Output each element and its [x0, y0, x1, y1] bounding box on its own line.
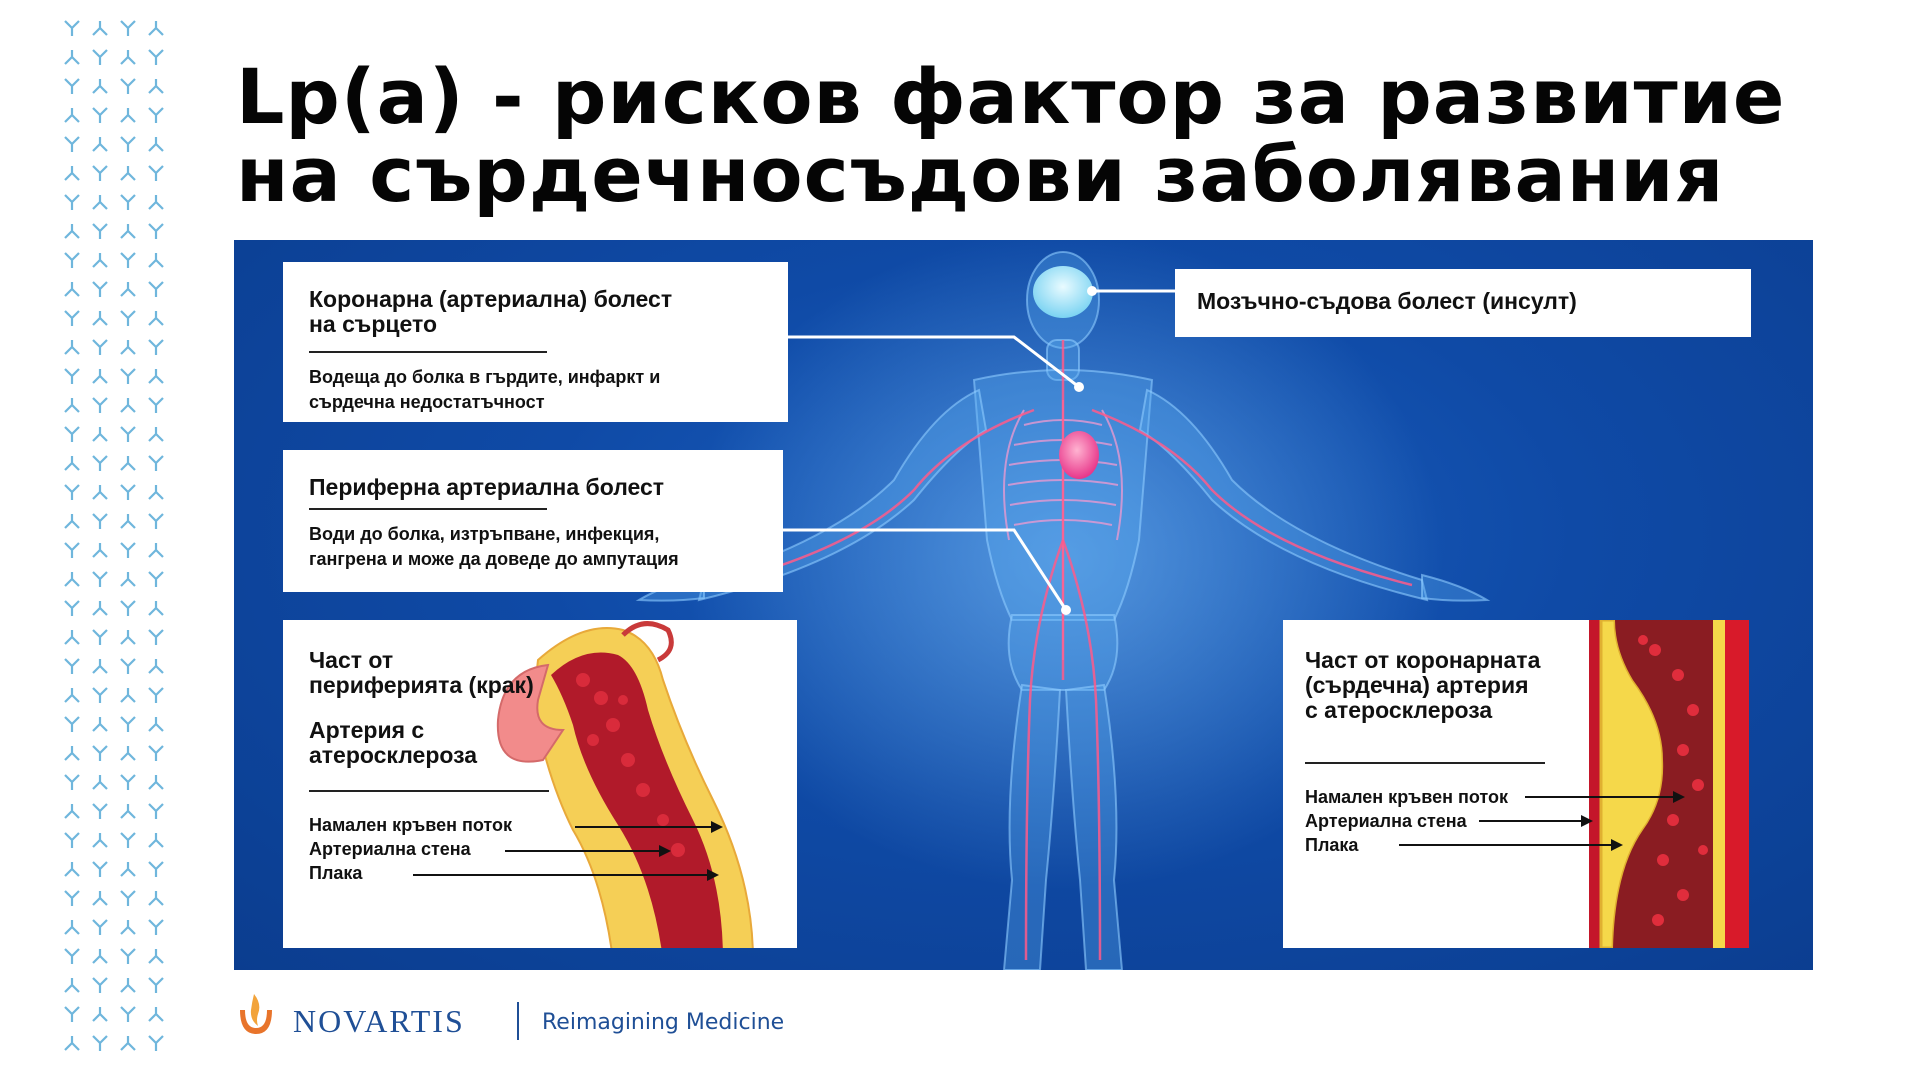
pattern-glyph — [121, 340, 135, 354]
pattern-glyph — [121, 485, 135, 500]
pattern-glyph — [149, 224, 163, 239]
pattern-glyph — [149, 775, 163, 789]
pattern-glyph — [149, 630, 163, 645]
coronary-heading — [309, 287, 762, 337]
pattern-glyph — [93, 456, 107, 471]
page-title — [236, 52, 1876, 219]
pattern-glyph — [121, 891, 135, 906]
leg-title-line-2: периферията (крак) — [309, 672, 534, 698]
pattern-glyph — [149, 746, 163, 761]
pattern-glyph — [65, 1007, 79, 1022]
pattern-glyph — [149, 340, 163, 355]
pattern-glyph — [93, 79, 107, 93]
pattern-glyph — [65, 978, 79, 992]
pattern-glyph — [93, 282, 107, 297]
pattern-glyph — [93, 166, 107, 181]
decorative-pattern — [0, 0, 190, 1080]
pattern-glyph — [93, 485, 107, 499]
pattern-glyph — [65, 485, 79, 500]
pattern-glyph — [65, 833, 79, 848]
pattern-glyph — [149, 1036, 163, 1051]
pattern-glyph — [121, 978, 135, 992]
coronary-artery-inset — [1283, 620, 1749, 948]
pattern-glyph — [121, 195, 135, 210]
pattern-glyph — [93, 543, 107, 557]
pattern-glyph — [121, 833, 135, 848]
coronary-desc-line-2: сърдечна недостатъчност — [309, 392, 545, 412]
pattern-glyph — [93, 340, 107, 355]
pattern-glyph — [149, 369, 163, 383]
coronary-desc-line-1: Водеща до болка в гърдите, инфаркт и — [309, 367, 661, 387]
coronary-arrows — [1283, 620, 1749, 948]
pattern-glyph — [65, 398, 79, 412]
pattern-glyph — [65, 195, 79, 210]
pattern-glyph — [121, 311, 135, 326]
pattern-glyph — [65, 659, 79, 674]
coronary-label-blood-flow: Намален кръвен поток — [1305, 787, 1509, 807]
pattern-glyph — [121, 862, 135, 876]
pattern-glyph — [93, 311, 107, 325]
pattern-glyph — [149, 485, 163, 499]
pattern-glyph — [149, 282, 163, 297]
pattern-glyph — [93, 1007, 107, 1021]
pattern-glyph — [149, 659, 163, 673]
pattern-glyph — [65, 79, 79, 94]
coronary-heading-line-2: на сърцето — [309, 311, 438, 337]
pattern-glyph — [93, 369, 107, 383]
stroke-disease-box — [1175, 269, 1751, 337]
peripheral-disease-box — [283, 450, 783, 592]
pattern-glyph — [121, 79, 135, 94]
pattern-glyph — [65, 572, 79, 586]
pattern-glyph — [149, 688, 163, 703]
pattern-glyph — [121, 50, 135, 64]
pattern-glyph — [93, 224, 107, 239]
pattern-glyph — [121, 572, 135, 586]
pattern-glyph — [93, 717, 107, 731]
coronary-description — [309, 365, 762, 415]
brand-name: NOVARTIS — [293, 1003, 465, 1039]
pattern-glyph — [93, 746, 107, 761]
pattern-glyph — [121, 688, 135, 702]
pattern-glyph — [65, 891, 79, 906]
pattern-glyph — [149, 398, 163, 413]
pattern-glyph — [121, 282, 135, 296]
pattern-glyph — [121, 166, 135, 180]
stroke-heading: Мозъчно-съдова болест (инсулт) — [1197, 288, 1577, 314]
pattern-glyph — [149, 253, 163, 267]
pattern-glyph — [149, 21, 163, 35]
pattern-glyph — [93, 833, 107, 847]
footer-divider — [517, 1002, 519, 1040]
pattern-glyph — [93, 50, 107, 65]
pattern-glyph — [65, 311, 79, 326]
pattern-glyph — [121, 224, 135, 238]
leg-subtitle-line-2: атеросклероза — [309, 742, 478, 768]
pattern-glyph — [93, 688, 107, 703]
pattern-glyph — [121, 920, 135, 934]
pattern-glyph — [149, 166, 163, 181]
pattern-glyph — [149, 833, 163, 847]
coronary-inset-title-line-2: (сърдечна) артерия — [1305, 672, 1529, 698]
pattern-glyph — [65, 949, 79, 964]
pattern-glyph — [121, 949, 135, 964]
leg-label-plaque: Плака — [309, 863, 363, 883]
title-line-1: Lp(a) - рисков фактор за развитие — [236, 52, 1786, 141]
pattern-glyph — [121, 601, 135, 616]
pattern-glyph — [149, 978, 163, 993]
pattern-glyph — [65, 1036, 79, 1050]
pattern-glyph — [121, 775, 135, 790]
pattern-glyph — [149, 862, 163, 877]
pattern-glyph — [93, 630, 107, 645]
pattern-glyph — [65, 775, 79, 790]
pattern-glyph — [121, 398, 135, 412]
pattern-glyph — [65, 427, 79, 442]
pattern-glyph — [121, 108, 135, 122]
pattern-glyph — [93, 804, 107, 819]
pattern-glyph — [93, 21, 107, 35]
novartis-flame-logo-icon — [232, 990, 280, 1038]
pattern-glyph — [65, 108, 79, 122]
pattern-glyph — [93, 978, 107, 993]
pattern-glyph — [65, 224, 79, 238]
pattern-glyph — [93, 195, 107, 209]
brand-tagline: Reimagining Medicine — [542, 1010, 785, 1035]
pattern-glyph — [121, 804, 135, 818]
pattern-glyph — [149, 195, 163, 209]
pattern-glyph — [121, 543, 135, 558]
pattern-glyph — [121, 514, 135, 528]
pattern-glyph — [65, 340, 79, 354]
divider-line — [309, 508, 547, 510]
pattern-glyph — [65, 717, 79, 732]
pattern-glyph — [93, 862, 107, 877]
pattern-glyph — [93, 108, 107, 123]
pattern-glyph — [149, 79, 163, 93]
pattern-glyph — [65, 601, 79, 616]
pattern-glyph — [121, 630, 135, 644]
pattern-glyph — [149, 1007, 163, 1021]
pattern-glyph — [65, 746, 79, 760]
pattern-glyph — [121, 253, 135, 268]
leg-label-blood-flow: Намален кръвен поток — [309, 815, 513, 835]
pattern-glyph — [65, 166, 79, 180]
pattern-glyph — [65, 456, 79, 470]
pattern-glyph — [149, 514, 163, 529]
pattern-glyph — [93, 427, 107, 441]
pattern-glyph — [65, 21, 79, 36]
pattern-glyph — [65, 688, 79, 702]
pattern-glyph — [93, 920, 107, 935]
leg-title-line-1: Част от — [309, 647, 394, 673]
pattern-glyph — [65, 137, 79, 152]
pattern-glyph — [149, 50, 163, 65]
pattern-glyph — [65, 630, 79, 644]
title-line-2: на сърдечносъдови заболявания — [236, 130, 1725, 219]
pattern-glyph — [149, 456, 163, 471]
pattern-glyph — [149, 311, 163, 325]
pattern-glyph — [149, 949, 163, 963]
pattern-glyph — [149, 137, 163, 151]
pattern-glyph — [121, 21, 135, 36]
leg-arrows — [283, 620, 797, 948]
pattern-glyph — [149, 108, 163, 123]
pattern-glyph — [121, 369, 135, 384]
pattern-glyph — [149, 427, 163, 441]
pattern-glyph — [149, 543, 163, 557]
peripheral-desc-line-2: гангрена и може да доведе до ампутация — [309, 549, 679, 569]
peripheral-description — [309, 522, 757, 572]
pattern-glyph — [121, 1036, 135, 1050]
pattern-glyph — [93, 514, 107, 529]
coronary-label-arterial-wall: Артериална стена — [1305, 811, 1467, 831]
pattern-glyph — [93, 572, 107, 587]
leg-artery-inset — [283, 620, 797, 948]
pattern-glyph — [121, 717, 135, 732]
pattern-glyph — [65, 543, 79, 558]
coronary-heading-line-1: Коронарна (артериална) болест — [309, 286, 673, 312]
pattern-glyph — [149, 717, 163, 731]
pattern-glyph — [149, 572, 163, 587]
pattern-glyph — [121, 1007, 135, 1022]
pattern-glyph — [65, 862, 79, 876]
pattern-glyph — [93, 253, 107, 267]
pattern-glyph — [65, 920, 79, 934]
peripheral-heading: Периферна артериална болест — [309, 474, 665, 500]
leg-subtitle-line-1: Артерия с — [309, 717, 425, 743]
leg-label-arterial-wall: Артериална стена — [309, 839, 471, 859]
pattern-glyph — [65, 50, 79, 64]
pattern-glyph — [93, 1036, 107, 1051]
coronary-label-plaque: Плака — [1305, 835, 1359, 855]
pattern-glyph — [93, 891, 107, 905]
pattern-glyph — [93, 949, 107, 963]
pattern-glyph — [65, 282, 79, 296]
coronary-inset-title-line-3: с атеросклероза — [1305, 697, 1493, 723]
pattern-glyph — [149, 920, 163, 935]
pattern-glyph — [65, 514, 79, 528]
pattern-glyph — [65, 253, 79, 268]
pattern-glyph — [121, 456, 135, 470]
pattern-glyph — [93, 775, 107, 789]
pattern-glyph — [93, 137, 107, 151]
pattern-glyph — [93, 659, 107, 673]
peripheral-desc-line-1: Води до болка, изтръпване, инфекция, — [309, 524, 660, 544]
coronary-inset-title-line-1: Част от коронарната — [1305, 647, 1541, 673]
pattern-glyph — [93, 601, 107, 615]
pattern-glyph — [149, 891, 163, 905]
pattern-glyph — [65, 804, 79, 818]
pattern-glyph — [121, 427, 135, 442]
coronary-disease-box — [283, 262, 788, 422]
pattern-glyph — [149, 804, 163, 819]
pattern-glyph — [121, 137, 135, 152]
pattern-glyph — [149, 601, 163, 615]
pattern-glyph — [121, 659, 135, 674]
pattern-glyph — [65, 369, 79, 384]
pattern-glyph — [93, 398, 107, 413]
pattern-glyph — [121, 746, 135, 760]
divider-line — [309, 351, 547, 353]
